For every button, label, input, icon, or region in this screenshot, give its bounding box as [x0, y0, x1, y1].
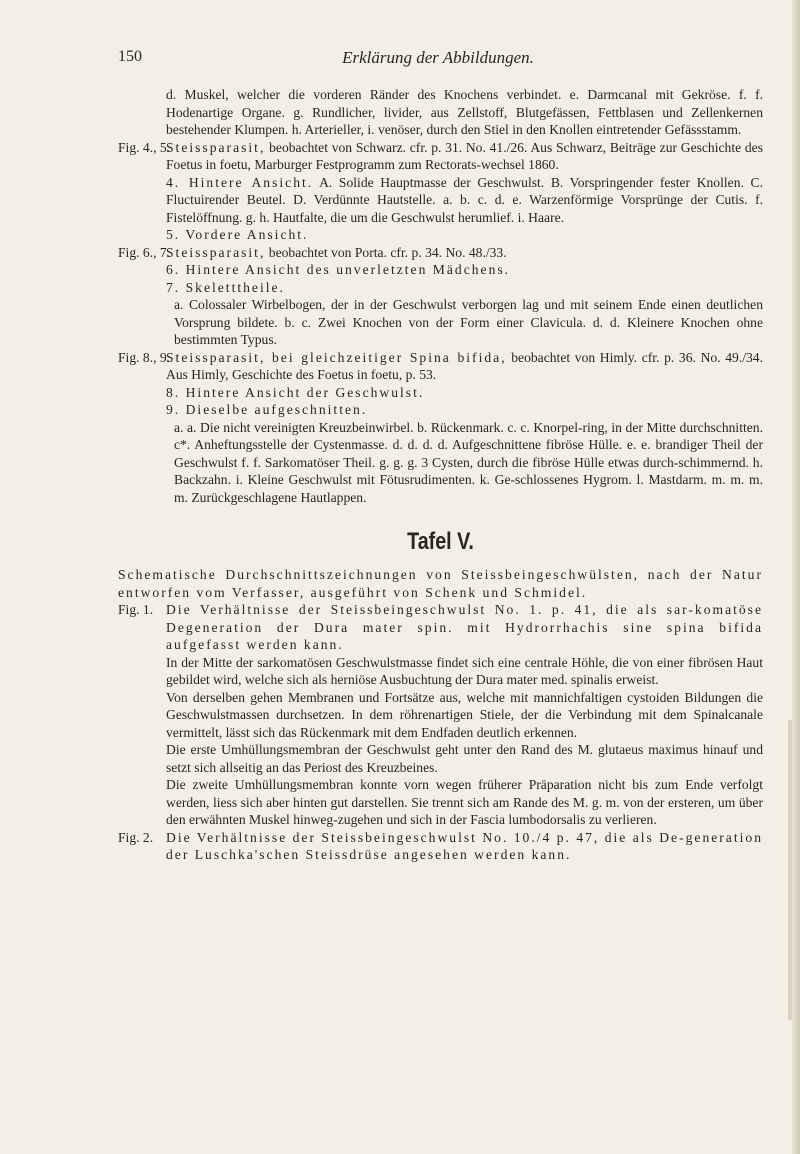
fig-4-5-entry — [118, 139, 763, 174]
fig-6-7-lead: Steissparasit, — [166, 244, 266, 260]
fig-2-lead: Die Verhältnisse der Steissbeingeschwulst No. 10./4 p. 47, die als De-generation der Luschka'schen Steissdrüse angesehen werden kann. — [166, 829, 763, 862]
fig-9-text: a. a. Die nicht vereinigten Kreuzbeinwirbel. b. Rückenmark. c. c. Knorpel-ring, in der Mitte durchschnitten. c*. Anheftungsstelle der Cystenmasse. d. d. d. d. Aufgeschnittene fibröse Hülle. e. e. brandiger Theil der Geschwulst f. f. Sarkomatöser Theil. g. g. g. 3 Cysten, durch die fibröse Hülle etwas durch-schimmernd. h. Backzahn. i. Kleine Geschwulst mit Fötusrudimenten. k. Ge-schlossenes Hygrom. l. Mastdarm. m. m. m. m. Zurückgeschlagene Hautlappen. — [174, 419, 763, 505]
fig-8-9-text: beobachtet von Himly. cfr. p. 36. No. 49./34. Aus Himly, Geschichte des Foetus in foetu, p. 53. — [166, 349, 763, 382]
fig-6-7-text: beobachtet von Porta. cfr. p. 34. No. 48./33. — [268, 244, 507, 260]
running-title: Erklärung der Abbildungen. — [342, 48, 534, 67]
page-number: 150 — [118, 48, 142, 65]
fig-4-5-text: beobachtet von Schwarz. cfr. p. 31. No. 41./26. Aus Schwarz, Beiträge zur Geschichte des Foetus in foetu, Marburger Festprogramm zum Rectorats-wechsel 1860. — [166, 139, 763, 172]
fig-1-label: Fig. 1. — [118, 602, 154, 617]
page-edge-mark — [788, 720, 792, 1020]
fig-7-text: a. Colossaler Wirbelbogen, der in der Geschwulst verborgen lag und mit seinem Ende einen deutlichen Vorsprung bildete. b. c. Zwei Knochen von der Form einer Clavicula. d. d. Kleinere Knochen ohne bestimmten Typus. — [174, 297, 763, 347]
plate-description-text: Schematische Durchschnittszeichnungen von Steissbeingeschwülsten, nach der Natur entworfen vom Verfasser, ausgeführt von Schenk und Schmidel. — [118, 567, 763, 600]
fig-8-9-entry — [118, 349, 763, 384]
page-edge-shadow — [792, 0, 800, 1154]
fig-6-heading: 6. Hintere Ansicht des unverletzten Mädchens. — [166, 262, 511, 277]
fig-9-heading: 9. Dieselbe aufgeschnitten. — [166, 402, 368, 417]
fig-1-paragraph: Von derselben gehen Membranen und Fortsätze aus, welche mit mannichfaltigen cystoiden Bildungen die Geschwulstmassen durchsetzen. In dem röhrenartigen Stiele, der die Verbindung mit dem Spinalcanale vermittelt, lässt sich das Rückenmark mit dem Endfaden deutlich erkennen. — [166, 689, 763, 740]
fig-6-7-entry — [118, 244, 763, 262]
fig-1-paragraph: Die zweite Umhüllungsmembran konnte vorn wegen früherer Präparation nicht bis zum Ende verfolgt werden, liess sich aber hinten gut darstellen. Sie trennt sich am Rande des M. g. m. von der ersteren, um über den erwähnten Muskel hinweg-zugehen und sich in der Fascia lumbodorsalis zu verlieren. — [166, 777, 763, 827]
fig-1-lead: Die Verhältnisse der Steissbeingeschwulst No. 1. p. 41, die als sar-komatöse Degeneration der Dura mater spin. mit Hydrorrhachis sine spina bifida aufgefasst werden kann. — [166, 602, 763, 652]
fig-1-entry — [118, 601, 763, 654]
fig-4-heading: 4. Hintere Ansicht. — [166, 174, 314, 190]
fig-1-paragraph: In der Mitte der sarkomatösen Geschwulstmasse findet sich eine centrale Höhle, die von einer fibrösen Haut gebildet wird, welche sich als herniöse Ausbuchtung der Dura mater med. spinalis erweist. — [166, 654, 763, 687]
fig-4-5-label: Fig. 4., 5. — [118, 139, 171, 155]
fig-8-9-lead: Steissparasit, bei gleichzeitiger Spina bifida, — [166, 349, 507, 365]
fig-4-sub — [118, 174, 763, 227]
fig-8-heading: 8. Hintere Ansicht der Geschwulst. — [166, 384, 425, 400]
fig-5-heading: 5. Vordere Ansicht. — [166, 227, 309, 242]
page-body — [118, 86, 763, 864]
page-header — [118, 48, 758, 70]
fig-2-label: Fig. 2. — [118, 829, 154, 845]
fig-6-7-label: Fig. 6., 7. — [118, 244, 171, 260]
fig-4-5-lead: Steissparasit, — [166, 139, 266, 155]
continuation-paragraph: d. Muskel, welcher die vorderen Ränder des Knochens verbindet. e. Darmcanal mit Gekröse. f. f. Hodenartige Organe. g. Rundlicher, livider, aus Zellstoff, Blutgefässen, Fettblasen und Zellenkernen bestehender Klumpen. h. Arterieller, i. venöser, durch den Stiel in den Knollen eintretender Gefässstamm. — [166, 87, 763, 137]
plate-title: Tafel V. — [407, 528, 474, 555]
fig-8-9-label: Fig. 8., 9. — [118, 349, 171, 365]
fig-1-paragraph: Die erste Umhüllungsmembran der Geschwulst geht unter den Rand des M. glutaeus maximus hinauf und setzt sich allseitig an das Periost des Kreuzbeines. — [166, 742, 763, 775]
fig-7-heading: 7. Skeletttheile. — [166, 279, 285, 295]
plate-description — [118, 566, 763, 601]
fig-2-entry — [118, 829, 763, 864]
fig-4-text: A. Solide Hauptmasse der Geschwulst. B. Vorspringender fester Knollen. C. Fluctuirender Beutel. D. Verdünnte Hautstelle. a. b. c. d. e. Warzenförmige Vorsprünge der Cutis. f. Fistelöffnung. g. h. Hautfalte, die um die Geschwulst herumlief. i. Haare. — [166, 174, 763, 225]
